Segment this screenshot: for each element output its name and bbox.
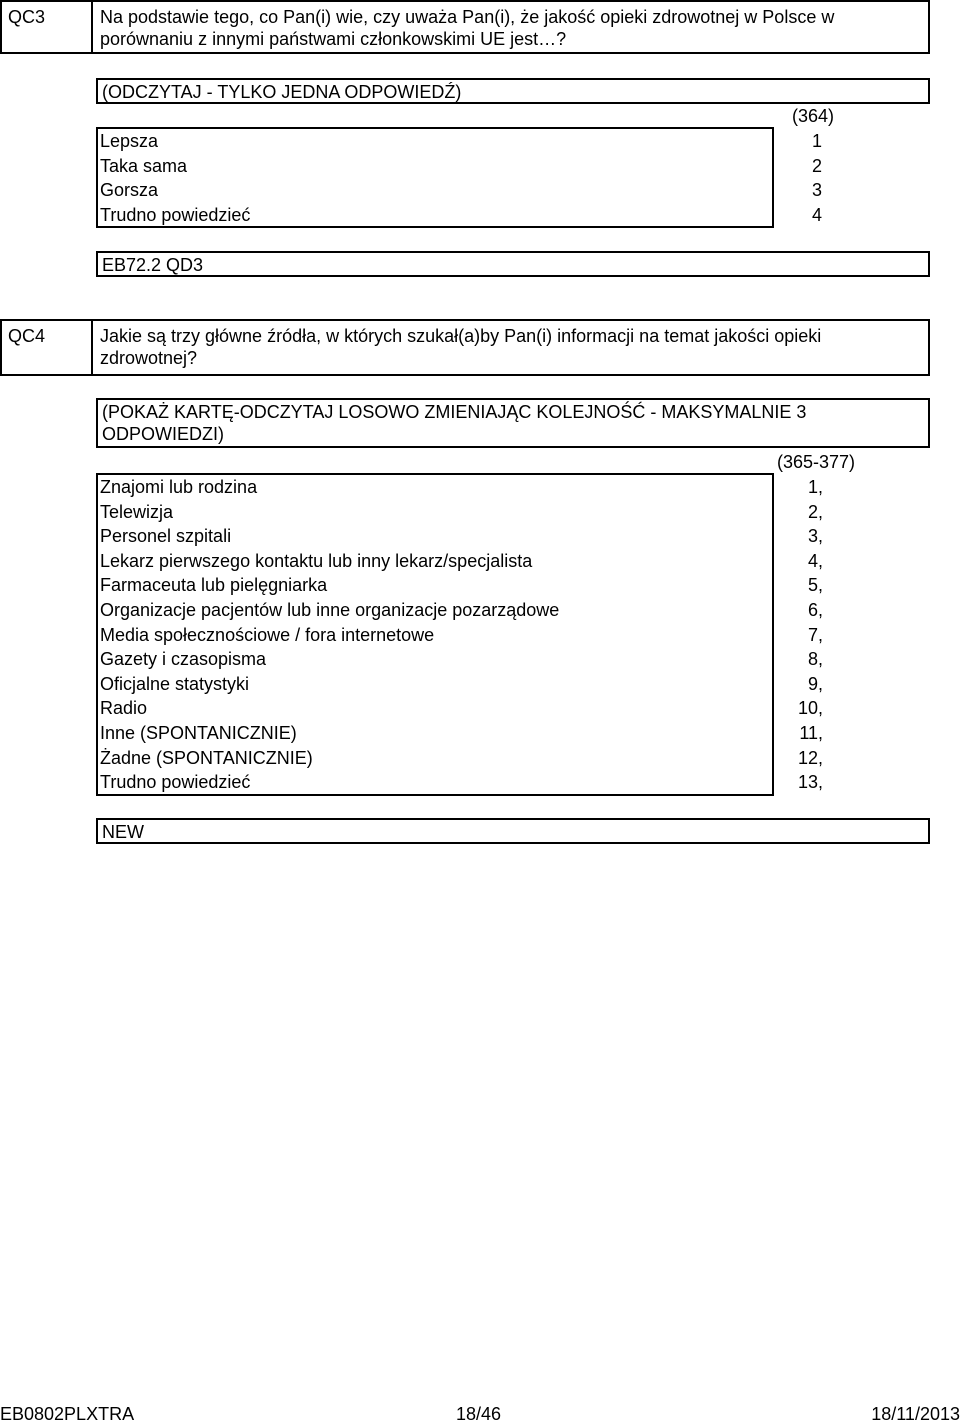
qc3-option-code: 1 — [811, 131, 822, 151]
qc4-option-label: Znajomi lub rodzina — [100, 477, 258, 497]
qc4-option-codes — [776, 475, 823, 795]
qc4-option-code: 10, — [797, 698, 823, 719]
qc4-option-label: Organizacje pacjentów lub inne organizacje pozarządowe — [100, 599, 560, 620]
qc4-question: Jakie są trzy główne źródła, w których szukał(a)by Pan(i) informacji na temat jakości opieki zdrowotnej? — [100, 326, 822, 368]
qc4-option-code: 4, — [807, 550, 823, 571]
qc3-instruction-text: (ODCZYTAJ - TYLKO JEDNA ODPOWIEDŹ) — [102, 82, 462, 102]
qc3-question: Na podstawie tego, co Pan(i) wie, czy uważa Pan(i), że jakość opieki zdrowotnej w Polsce w porównaniu z innymi państwami członkowskimi UE jest…? — [100, 7, 835, 49]
qc4-source-text: NEW — [102, 822, 144, 842]
qc4-option-code: 13, — [797, 772, 823, 793]
qc3-source — [96, 251, 930, 277]
qc4-option-label: Telewizja — [100, 501, 174, 522]
qc4-option-label: Radio — [100, 698, 148, 719]
qc3-instruction — [96, 78, 930, 104]
qc4-option-code: 3, — [807, 526, 823, 547]
qc4-instruction — [96, 398, 930, 448]
qc4-option-code: 6, — [807, 599, 823, 620]
qc3-option-label: Lepsza — [100, 131, 159, 151]
qc4-option-label: Żadne (SPONTANICZNIE) — [100, 747, 313, 768]
qc3-option-code: 2 — [811, 155, 822, 176]
qc4-option-code: 1, — [807, 477, 823, 497]
qc4-code: QC4 — [8, 326, 46, 346]
qc4-option-label: Media społecznościowe / fora internetowe — [100, 624, 435, 645]
qc3-option-label: Gorsza — [100, 180, 159, 201]
qc4-option-label: Trudno powiedzieć — [100, 772, 251, 793]
footer-page-number: 18/46 — [456, 1404, 502, 1424]
qc3-question-cell — [91, 0, 930, 54]
qc3-option-label: Taka sama — [100, 155, 188, 176]
qc4-column-code: (365-377) — [776, 452, 856, 472]
qc4-question-cell — [91, 319, 930, 376]
qc4-option-code: 2, — [807, 501, 823, 522]
footer-date: 18/11/2013 — [871, 1404, 960, 1424]
qc4-code-cell — [0, 319, 93, 376]
footer-doc-id: EB0802PLXTRA — [0, 1404, 135, 1424]
qc4-option-label: Inne (SPONTANICZNIE) — [100, 722, 297, 743]
qc4-options-list — [96, 473, 774, 796]
qc3-options-list — [96, 127, 774, 228]
qc3-code: QC3 — [8, 7, 46, 27]
qc4-option-code: 5, — [807, 575, 823, 596]
qc4-option-label: Oficjalne statystyki — [100, 673, 250, 694]
qc4-option-code: 7, — [807, 624, 823, 645]
qc4-option-code: 9, — [807, 673, 823, 694]
qc4-option-code: 8, — [807, 649, 823, 670]
qc4-instruction-text: (POKAŻ KARTĘ-ODCZYTAJ LOSOWO ZMIENIAJĄC KOLEJNOŚĆ - MAKSYMALNIE 3 ODPOWIEDZI) — [102, 402, 807, 444]
qc4-option-label: Lekarz pierwszego kontaktu lub inny lekarz/specjalista — [100, 550, 533, 571]
qc3-option-label: Trudno powiedzieć — [100, 204, 251, 225]
qc4-option-code: 12, — [797, 747, 823, 768]
qc4-option-label: Farmaceuta lub pielęgniarka — [100, 575, 328, 596]
qc3-code-cell — [0, 0, 93, 54]
qc4-source — [96, 818, 930, 844]
qc4-option-label: Personel szpitali — [100, 526, 232, 547]
qc3-option-code: 4 — [811, 204, 822, 225]
qc3-option-code: 3 — [811, 180, 822, 201]
qc4-option-code: 11, — [799, 722, 823, 743]
qc4-option-label: Gazety i czasopisma — [100, 649, 267, 670]
qc3-source-text: EB72.2 QD3 — [102, 255, 204, 275]
qc3-column-code: (364) — [791, 106, 835, 126]
qc3-option-codes — [776, 129, 822, 227]
